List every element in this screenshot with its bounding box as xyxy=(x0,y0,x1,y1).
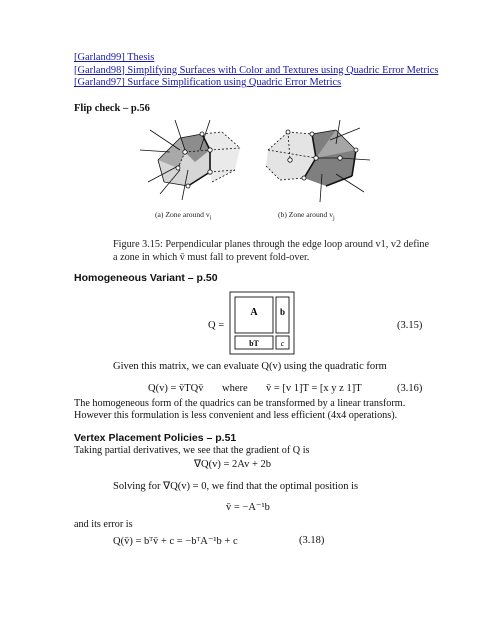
equation-number-318: (3.18) xyxy=(299,535,325,546)
gradient-equation: ∇Q(v) = 2Av + 2b xyxy=(194,459,271,470)
flip-check-heading: Flip check – p.56 xyxy=(74,103,150,114)
solving-text: Solving for ∇Q(v) = 0, we find that the optimal position is xyxy=(113,481,359,492)
figure-caption-line2: a zone in which v̄ must fall to prevent fold-over. xyxy=(113,252,310,263)
matrix-a: A xyxy=(250,307,258,318)
equation-number-316: (3.16) xyxy=(397,383,423,394)
homogeneous-paragraph: The homogeneous form of the quadrics can be transformed by a linear transform. However this formulation is less convenient and less efficient (4x4 operations). xyxy=(74,398,406,421)
link-garland97[interactable]: [Garland97] Surface Simplification using Quadric Error Metrics xyxy=(74,77,342,88)
reference-links xyxy=(74,52,438,90)
eq316-where: where xyxy=(222,383,248,394)
optimal-position-equation: v̄ = −A⁻¹b xyxy=(226,502,270,513)
matrix-b: b xyxy=(279,307,286,317)
figure-panel-b xyxy=(266,120,370,202)
eq316-rhs: v̄ = [v 1]T = [x y z 1]T xyxy=(266,383,362,394)
error-equation: Q(v̄) = bᵀv̄ + c = −bᵀA⁻¹b + c xyxy=(113,536,238,547)
figure-panel-a xyxy=(140,120,240,200)
figure-caption xyxy=(113,238,433,264)
matrix-c: c xyxy=(280,339,285,348)
homogeneous-heading: Homogeneous Variant – p.50 xyxy=(74,272,218,284)
subcaption-a: (a) Zone around $v_i$ xyxy=(155,210,212,222)
figure-zone-diagrams xyxy=(140,120,370,202)
link-garland98[interactable]: [Garland98] Simplifying Surfaces with Color and Textures using Quadric Error Metrics xyxy=(74,64,439,76)
vertex-intro: Taking partial derivatives, we see that the gradient of Q is xyxy=(74,445,310,456)
subcaption-b: (b) Zone around $v_j$ xyxy=(278,210,335,222)
eq316-lhs: Q(v) = v̄TQv̄ xyxy=(148,383,204,394)
vertex-placement-heading: Vertex Placement Policies – p.51 xyxy=(74,432,237,444)
given-text: Given this matrix, we can evaluate Q(v) using the quadratic form xyxy=(113,361,387,372)
matrix-bt: bT xyxy=(249,339,259,348)
block-matrix xyxy=(228,290,296,356)
matrix-lhs: Q = xyxy=(208,320,225,331)
figure-caption-line1: Figure 3.15: Perpendicular planes through the edge loop around v1, v2 define xyxy=(113,239,430,250)
link-garland99[interactable]: [Garland99] Thesis xyxy=(74,52,155,63)
error-intro: and its error is xyxy=(74,519,133,530)
equation-number-315: (3.15) xyxy=(397,320,423,331)
